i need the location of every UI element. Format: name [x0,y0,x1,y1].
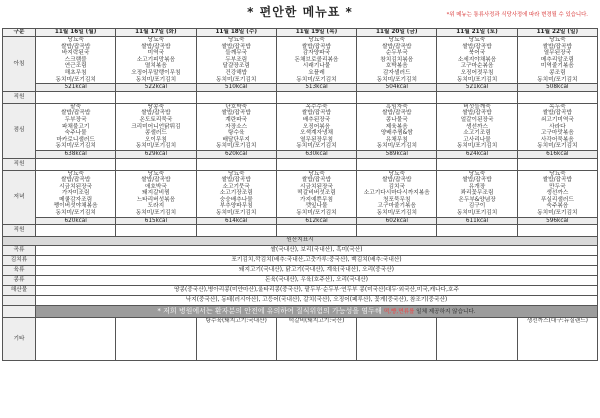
menu-item: 연근조림 [64,63,87,70]
staff-cell [517,91,597,103]
menu-item: 사라다 [549,123,566,130]
kcal-value: 522kcal [116,84,196,92]
menu-cell [517,37,597,84]
kcal-value: 596kcal [517,217,597,225]
menu-item: 당뇨죽 [147,170,165,177]
menu-item: 당뇨죽 [227,170,245,177]
menu-item: 온도토리묵국 [139,116,173,123]
menu-item: 숙주나물 [64,130,87,137]
menu-item: 스크램블 [64,56,87,63]
choking-warning [36,306,598,318]
menu-item: 얼갈이된장국 [460,116,494,123]
kcal-value: 620kcal [36,217,116,225]
meal-row [3,37,598,84]
menu-cell [437,170,517,217]
staff-cell [116,225,196,237]
menu-item: 미역국 [147,50,165,57]
menu-item: 소세지야채볶음 [457,56,497,63]
menu-item: 메추리알조림 [540,56,574,63]
menu-item: 요플레 [308,69,325,76]
staff-label: 직원 [3,158,36,170]
menu-item: 숙주볶음 [546,203,569,210]
kcal-value: 513kcal [276,84,356,92]
kcal-value: 614kcal [196,217,276,225]
meal-row [3,170,598,217]
menu-item: 고구마줄기볶음 [377,203,416,210]
menu-cell [517,103,597,150]
menu-cell [276,103,356,150]
staff-cell [357,158,437,170]
warning-text: * 저희 병원에서는 환자분의 안전에 유의하여 질식위험의 가능성을 염두해 [157,306,382,315]
staff-cell [437,225,517,237]
staff-cell [116,158,196,170]
meal-label: 아침 [3,37,36,92]
menu-item: 고구마맛볶음 [540,130,574,137]
etc-cell: 떡갈비(돼지고기:국산) [276,318,356,361]
menu-item: 당뇨죽 [147,37,165,43]
menu-item: 쌀밥/잡곡밥 [301,110,332,117]
menu-item: 당뇨죽 [549,37,566,43]
menu-item: 감자양파국 [302,50,331,57]
kcal-value: 612kcal [276,217,356,225]
menu-item: 당뇨죽 [227,37,245,43]
menu-item: 부추양파무침 [219,203,253,210]
kcal-value: 521kcal [437,84,517,92]
menu-item: 양배추찜&쌈 [380,130,413,137]
menu-item: 제육볶음 [385,123,408,130]
menu-item: 소고기조림 [463,130,491,137]
menu-item: 동치미/포기김치 [135,76,177,83]
menu-item: 콩나물국 [385,116,408,123]
menu-item: 동치미/포기김치 [135,143,177,150]
origin-label: 육류 [3,266,36,276]
menu-item: 오징어볶음 [302,123,331,130]
menu-item: 고구마순볶음 [460,63,494,70]
menu-item: 동치미/포기김치 [216,143,257,150]
menu-item: 쌀밥/잡곡밥 [542,43,573,50]
kcal-value: 629kcal [116,150,196,158]
menu-item: 땅콩죽 [147,103,165,110]
menu-item: 느타리버섯볶음 [136,196,176,203]
menu-item: 미역줄기볶음 [540,63,574,70]
origin-row [3,266,598,276]
menu-item: 온두부&양념장 [458,196,496,203]
meal-label: 저녁 [3,170,36,225]
menu-item: 열무된장무침 [300,136,333,143]
staff-row [3,91,598,103]
staff-label: 직원 [3,225,36,237]
menu-item: 쌀밥/잡곡밥 [60,177,91,184]
menu-item: 동치미/포기김치 [55,210,96,217]
menu-item: 소고기뭇국 [222,183,250,190]
menu-item: 동치미/포기김치 [537,143,578,150]
menu-cell [116,37,196,84]
menu-item: 쨍이버섯야채볶음 [53,203,98,210]
kcal-value: 611kcal [437,217,517,225]
menu-item: 탕수육 [227,130,245,137]
corner-label: 구분 [3,29,36,37]
meal-row [3,103,598,150]
menu-item: 쌀밥/잡곡밥 [221,177,251,184]
kcal-value: 630kcal [276,150,356,158]
menu-item: 동치미/포기김치 [216,210,257,217]
menu-item: 쌀밥/잡곡밥 [301,177,332,184]
menu-item: 북어국 [468,50,486,57]
menu-item: 동치미/포기김치 [216,76,257,83]
menu-item: 동치미/포기김치 [376,210,417,217]
menu-item: 오징어무말랭이무침 [131,69,181,76]
kcal-value: 615kcal [116,217,196,225]
menu-item: 동치미/포기김치 [135,210,177,217]
menu-item: 동치미/포기김치 [55,143,96,150]
menu-item: 쌀밥/잡곡밥 [462,177,492,184]
menu-item: 동치미/포기김치 [296,143,337,150]
menu-item: 당뇨죽 [468,170,486,177]
menu-item: 달걀장조림 [222,63,250,70]
menu-item: 만두국 [549,183,566,190]
origin-row [3,286,598,296]
menu-item: 시래기나물 [302,63,331,70]
menu-item: 동치미/포기김치 [296,210,337,217]
menu-item: 쌀밥/잡곡밥 [462,43,492,50]
menu-change-note: *위 메뉴는 통류사정과 식당사정에 따라 변경될 수 있습니다. [446,12,588,18]
menu-cell [36,170,116,217]
menu-item: 소고기장조림 [219,190,253,197]
kcal-row [3,217,598,225]
menu-cell [196,37,276,84]
menu-item: 도라지 [147,203,165,210]
menu-item: 오이무침 [144,136,167,143]
menu-item: 유개장 [468,183,486,190]
menu-item: 당뇨죽 [67,170,84,177]
origin-label: 콩류 [3,276,36,286]
menu-item: 동치미/포기김치 [296,76,337,83]
etc-cell: 생선까스(대구:뉴질랜드) [517,318,597,361]
menu-item: 쌀밥/잡곡밥 [141,177,171,184]
menu-item: 애호박국 [144,183,167,190]
menu-item: 쌀밥/잡곡밥 [542,110,573,117]
etc-cell [357,318,437,361]
menu-item: 김치국 [388,183,405,190]
menu-item: 동치미/포기김치 [376,143,417,150]
kcal-row [3,150,598,158]
origin-value: 돼지고기(국내산), 닭고기(국내산), 계육(국내산), 오리(중국산) [36,266,598,276]
staff-cell [36,158,116,170]
staff-row [3,225,598,237]
menu-item: 옥수수죽 [305,103,328,110]
menu-cell [437,37,517,84]
menu-item: 생선까스 [466,123,489,130]
origin-label [3,296,36,306]
kcal-value: 504kcal [357,84,437,92]
menu-item: 마카로니샐러드 [56,136,95,143]
menu-cell [36,103,116,150]
menu-cell [357,103,437,150]
menu-item: 쌀밥/잡곡밥 [141,43,171,50]
menu-item: 숭숭배추나물 [219,196,253,203]
menu-item: 시금치된장국 [300,183,333,190]
menu-item: 고사리나물 [463,136,491,143]
origin-value: 땅콩(중국산),병아리콩(미얀마산),울타리콩(중국산), 팥두부·순두부·연두부 콩(미국산)대두·외국산,미국,캐나다,호주 [36,286,598,296]
menu-item: 쌀밥/잡곡밥 [221,110,251,117]
menu-item: 유채무침 [385,136,408,143]
menu-item: 가자미조림 [61,190,90,197]
menu-item: 돈채브로콜리볶음 [294,56,339,63]
menu-item: 단호박죽 [225,103,248,110]
menu-item: 깻잎나물 [305,203,328,210]
origin-row [3,256,598,266]
menu-item: 당뇨죽 [308,170,325,177]
menu-item: 동치미/포기김치 [456,210,498,217]
menu-item: 감자샐러드 [383,69,411,76]
menu-item: 쌀밥/잡곡밥 [221,43,251,50]
origin-value: 낙지(중국산), 동태(러시아산), 고등어(국내산), 갈치(국산), 오징어(페루산), 꽃게(중국산), 참조기(중국산) [36,296,598,306]
menu-item: 콩조림 [549,69,566,76]
warning-tail: 일체 제공하지 않습니다. [414,308,476,315]
menu-item: 바지락된국 [61,50,90,57]
menu-item: 쌀밥/잡곡밥 [382,110,412,117]
day-header: 11월 21일 (토) [437,29,517,37]
menu-item: 시금치된장국 [59,183,93,190]
menu-item: 참치김치볶음 [380,56,414,63]
staff-row [3,158,598,170]
warning-blank [3,306,36,318]
menu-item: 쌀밥/잡곡밥 [382,43,412,50]
origin-title: 원산지표시 [3,237,598,246]
staff-cell [196,158,276,170]
day-header: 11월 20일 (금) [357,29,437,37]
menu-item: 떡갈비버섯조림 [297,190,336,197]
menu-item: 동치미/포기김치 [456,76,498,83]
menu-item: 호박볶음 [385,63,408,70]
etc-cell: 탕수육(돼지고기:국내산) [196,318,276,361]
menu-item: 녹두죽 [549,103,566,110]
menu-item: 계란파국 [225,116,248,123]
menu-item: 해초무침 [64,69,87,76]
menu-item: 동치미/포기김치 [456,143,498,150]
menu-item: 생선까스 [546,190,569,197]
day-header: 11월 17일 (화) [116,29,196,37]
origin-label: 김치류 [3,256,36,266]
menu-item: 메쿨감자조림 [59,196,93,203]
menu-cell [276,37,356,84]
origin-label: 곡류 [3,246,36,256]
origin-label: 해산물 [3,286,36,296]
menu-item: 사각어묵볶음 [540,136,574,143]
menu-item: 소고기피망볶음 [136,56,176,63]
menu-cell [437,103,517,150]
etc-label: 기타 [3,318,36,361]
menu-item: 파채불고기 [61,123,90,130]
staff-cell [357,91,437,103]
menu-item: 동치미/포기김치 [55,76,96,83]
menu-item: 콩샐러드 [144,130,167,137]
menu-item: 당뇨죽 [549,170,566,177]
menu-item: 소고기다시마다시까지볶음 [363,190,430,197]
menu-table [2,28,598,361]
origin-row [3,246,598,256]
menu-item: 쌀밥/잡곡밥 [60,110,91,117]
menu-cell [517,170,597,217]
kcal-value: 510kcal [196,84,276,92]
menu-item: 흑임자죽 [385,103,408,110]
menu-item: 쌀밥/잡곡밥 [542,177,573,184]
kcal-value: 638kcal [36,150,116,158]
menu-cell [196,170,276,217]
origin-value: 포기김치,깍김치(배추:국내산,고춧가루:중국산), 백김치(배추:국내산) [36,256,598,266]
menu-item: 자장소스 [225,123,248,130]
meal-label: 점심 [3,103,36,158]
menu-cell [116,103,196,150]
kcal-row [3,84,598,92]
origin-value: 돈육(국내산), 우육(호주산), 오리(국내산) [36,276,598,286]
kcal-value: 624kcal [437,150,517,158]
menu-item: 당뇨죽 [388,37,405,43]
menu-item: 열무된장국 [543,50,572,57]
day-header: 11월 19일 (목) [276,29,356,37]
menu-cell [196,103,276,150]
warning-highlight: 떡,빵,면류를 [383,308,415,315]
menu-item: 팥죽 [70,103,82,110]
staff-cell [276,225,356,237]
menu-item: 순두부국 [385,50,408,57]
kcal-value: 521kcal [36,84,116,92]
menu-item: 푸실리샐러드 [540,196,574,203]
menu-item: 당뇨죽 [308,37,325,43]
staff-cell [276,91,356,103]
menu-item: 청포묵무침 [383,196,411,203]
menu-item: 쇠고기미역국 [540,116,574,123]
menu-item: 쌀밥/잡곡밥 [301,43,332,50]
staff-cell [36,225,116,237]
etc-cell [437,318,517,361]
menu-item: 크리미어니언닭튀김 [131,123,181,130]
day-header: 11월 22일 (일) [517,29,597,37]
menu-cell [116,170,196,217]
menu-item: 건강해밥 [225,69,248,76]
menu-item: 오색계자냉채 [300,130,333,137]
day-header: 11월 18일 (수) [196,29,276,37]
kcal-value: 620kcal [196,150,276,158]
menu-item: 당뇨죽 [468,37,486,43]
menu-item: 동치미/포기김치 [537,76,578,83]
menu-cell [276,170,356,217]
origin-value: 쌀(국내산), 보리(국내산), 흑미(국산) [36,246,598,256]
staff-cell [437,158,517,170]
staff-cell [517,225,597,237]
menu-item: 배추된장국 [302,116,331,123]
page-title: * 편안한 메뉴표 * [247,5,353,19]
kcal-value: 616kcal [517,150,597,158]
menu-cell [357,170,437,217]
menu-item: 쌀밥/잡곡밥 [382,177,412,184]
menu-item: 들깨무국 [225,50,248,57]
menu-item: 쌀밥/잡곡밥 [60,43,91,50]
menu-item: 쌀밥/잡곡밥 [141,110,171,117]
menu-item: 당뇨죽 [67,37,84,43]
origin-row [3,296,598,306]
menu-item: 버섯들깨죽 [463,103,491,110]
menu-item: 돼지갈비찜 [142,190,170,197]
etc-cell [36,318,116,361]
day-header: 11월 16일 (월) [36,29,116,37]
menu-item: 당뇨죽 [388,170,405,177]
etc-cell [116,318,196,361]
etc-row [3,318,598,361]
menu-item: 쌀밥/잡곡밥 [462,110,492,117]
staff-cell [196,225,276,237]
menu-item: 동치미/포기김치 [537,210,578,217]
menu-cell [36,37,116,84]
menu-item: 꽈리꽃무조림 [460,190,494,197]
staff-cell [357,225,437,237]
kcal-value: 589kcal [357,150,437,158]
staff-cell [116,91,196,103]
menu-item: 배달단무지 [222,136,250,143]
menu-item: 동치미/포기김치 [376,76,417,83]
header-row [3,29,598,37]
staff-cell [36,91,116,103]
kcal-value: 508kcal [517,84,597,92]
staff-cell [196,91,276,103]
origin-row [3,276,598,286]
staff-cell [276,158,356,170]
staff-label: 직원 [3,91,36,103]
menu-item: 가지예쁜무침 [300,196,333,203]
menu-cell [357,37,437,84]
menu-item: 오징어젓무침 [460,69,494,76]
staff-cell [517,158,597,170]
menu-item: 두부장국 [64,116,87,123]
menu-item: 두부조림 [225,56,248,63]
menu-item: 김구이 [468,203,486,210]
kcal-value: 602kcal [357,217,437,225]
staff-cell [437,91,517,103]
menu-item: 멸치볶음 [144,63,167,70]
